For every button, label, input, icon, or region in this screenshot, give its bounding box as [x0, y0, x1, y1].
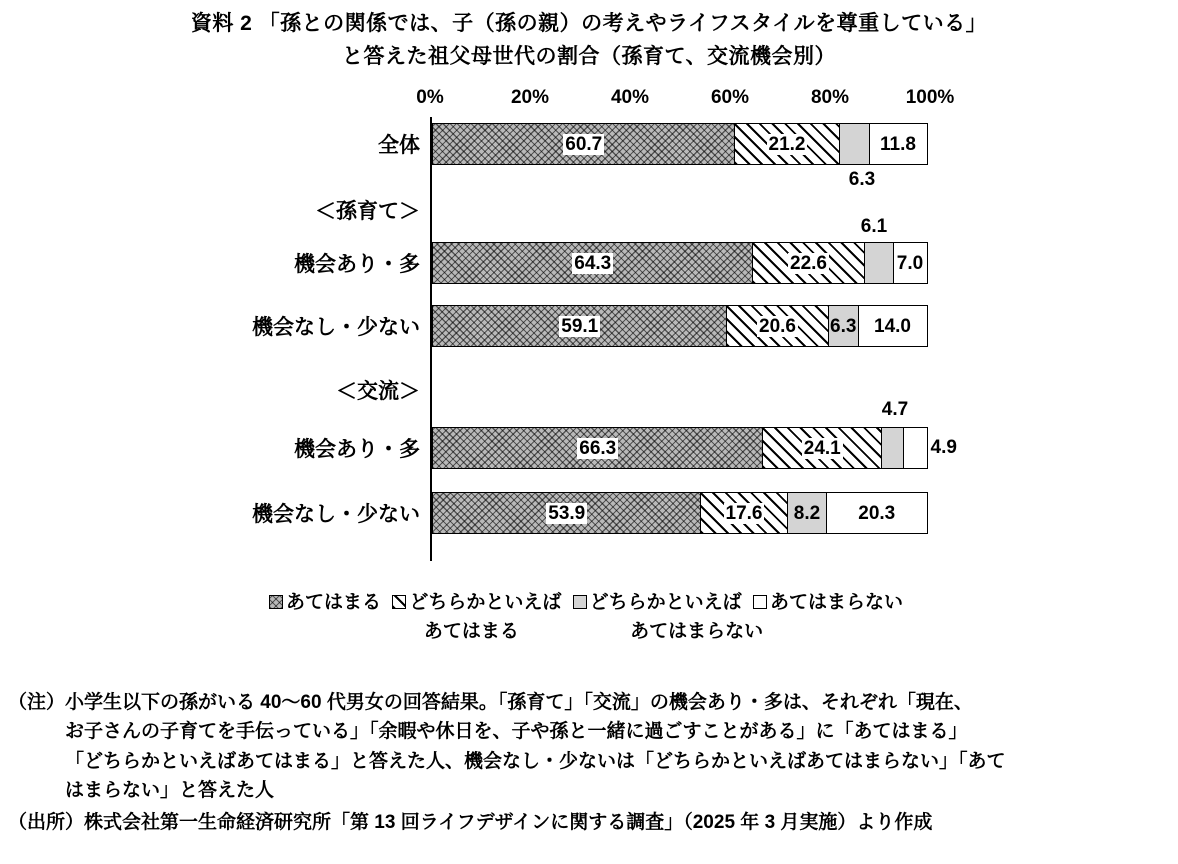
- chart-row-interaction-few: [252, 492, 932, 534]
- x-tick-60: 60%: [710, 87, 750, 109]
- legend-sublabel-somewhat-not-applies: あてはまらない: [630, 621, 764, 643]
- x-tick-100: 100%: [905, 87, 955, 109]
- stacked-bar-care-few: [432, 305, 932, 347]
- note-line-3: 「どちらかといえばあてはまる」と答えた人、機会なし・少ないは「どちらかといえばあてはまらない」「あて: [65, 750, 1006, 772]
- segment-interaction-many-somewhat-applies: [762, 427, 883, 469]
- segment-value: 17.6: [725, 502, 763, 524]
- stacked-bar-care-many: [432, 242, 932, 284]
- legend-label: どちらかといえば: [409, 592, 562, 614]
- segment-care-many-somewhat-not: [864, 242, 895, 284]
- page-title-line-1: 資料 2 「孫との関係では、子（孫の親）の考えやライフスタイルを尊重している」: [190, 12, 988, 35]
- segment-interaction-few-not-applies: [826, 492, 928, 534]
- chart-area: [0, 87, 1178, 643]
- segment-overall-somewhat-applies: [734, 123, 840, 165]
- segment-value: 59.1: [561, 315, 599, 337]
- x-tick-80: 80%: [810, 87, 850, 109]
- source-text-wrap: [84, 808, 1170, 837]
- segment-value: 24.1: [803, 437, 841, 459]
- section-label-interaction: ＜交流＞: [336, 380, 420, 404]
- segment-value: 7.0: [896, 252, 924, 274]
- legend-swatch-diagonal-hatch-icon: [392, 595, 406, 609]
- segment-value: 53.9: [548, 502, 586, 524]
- segment-value: 21.2: [768, 133, 806, 155]
- segment-care-many-not-applies: [893, 242, 928, 284]
- segment-interaction-few-somewhat-applies: [700, 492, 788, 534]
- segment-value: 4.9: [930, 437, 957, 459]
- segment-value: 60.7: [565, 133, 603, 155]
- segment-interaction-many-applies: [432, 427, 764, 469]
- source-block: [8, 808, 1170, 837]
- x-axis-tick-labels: [0, 87, 1178, 111]
- x-tick-20: 20%: [510, 87, 550, 109]
- segment-overall-applies: [432, 123, 736, 165]
- chart-section-grandchild-care: [315, 189, 932, 231]
- segment-value: 20.3: [858, 502, 896, 524]
- segment-value: 14.0: [874, 315, 911, 337]
- legend-sublabel-somewhat-applies: あてはまる: [423, 621, 519, 643]
- source-line: 株式会社第一生命経済研究所「第 13 回ライフデザインに関する調査」（2025 年 3 月実施）より作成: [84, 811, 933, 833]
- segment-care-few-somewhat-not: [828, 305, 860, 347]
- note-line-1: 小学生以下の孫がいる 40〜60 代男女の回答結果。「孫育て」「交流」の機会あり・多は、それぞれ「現在、: [65, 692, 973, 713]
- segment-value: 6.3: [830, 315, 857, 337]
- legend-item-somewhat-applies: [392, 587, 561, 614]
- x-tick-40: 40%: [610, 87, 650, 109]
- segment-care-few-somewhat-applies: [726, 305, 829, 347]
- legend-label: どちらかといえば: [589, 592, 742, 614]
- row-label-care-few: 機会なし・少ない: [252, 316, 420, 340]
- segment-overall-not-applies: [869, 123, 928, 165]
- segment-care-few-not-applies: [858, 305, 928, 347]
- chart-row-overall: [378, 123, 932, 191]
- note-line-2: お子さんの子育てを手伝っている」「余暇や休日を、子や孫と一緒に過ごすことがある」に「あてはまる」: [65, 721, 968, 743]
- segment-care-many-somewhat-applies: [752, 242, 865, 284]
- segment-value: 20.6: [759, 315, 796, 337]
- chart-row-interaction-many: [294, 399, 957, 469]
- legend-item-somewhat-not-applies: [573, 587, 742, 614]
- segment-value: 8.2: [793, 502, 821, 524]
- segment-interaction-few-somewhat-not: [787, 492, 828, 534]
- row-label-care-many: 機会あり・多: [294, 253, 420, 277]
- page-title-line-2: と答えた祖父母世代の割合（孫育て、交流機会別）: [341, 44, 837, 68]
- segment-overall-somewhat-not: [839, 123, 871, 165]
- segment-value: 11.8: [880, 133, 916, 155]
- plot-region: [252, 117, 957, 561]
- note-block: [8, 688, 1170, 806]
- callout-overall-gray: 6.3: [848, 169, 876, 191]
- chart-row-care-few: [252, 305, 932, 347]
- row-label-overall: 全体: [378, 134, 420, 158]
- note-marker: （注）: [8, 692, 66, 713]
- legend-swatch-cross-hatch-icon: [269, 595, 283, 609]
- segment-value: 64.3: [574, 252, 612, 274]
- stacked-bar-interaction-many: [432, 427, 957, 469]
- segment-interaction-few-applies: [432, 492, 702, 534]
- legend-label: あてはまらない: [769, 592, 903, 614]
- stacked-bar-interaction-few: [432, 492, 932, 534]
- segment-interaction-many-somewhat-not: [881, 427, 905, 469]
- section-label-grandchild-care: ＜孫育て＞: [315, 200, 420, 224]
- x-tick-0: 0%: [416, 87, 444, 109]
- legend-label: あてはまる: [286, 592, 382, 614]
- segment-interaction-many-not-applies: [903, 427, 957, 469]
- legend-row-secondary: [0, 616, 1178, 643]
- chart-title-block: [0, 0, 1178, 73]
- source-marker: （出所）: [8, 811, 85, 833]
- callout-care-many-gray: 6.1: [860, 216, 888, 238]
- segment-care-many-applies: [432, 242, 754, 284]
- legend-item-applies: [269, 587, 381, 614]
- segment-value: 22.6: [790, 252, 827, 274]
- legend-item-not-applies: [753, 587, 903, 614]
- chart-legend: [0, 587, 1178, 643]
- chart-row-care-many: [294, 216, 932, 284]
- callout-interaction-many-gray: 4.7: [881, 399, 909, 421]
- note-text: [65, 688, 1170, 806]
- stacked-bar-overall: [432, 123, 932, 165]
- row-label-interaction-many: 機会あり・多: [294, 438, 420, 462]
- chart-notes: [8, 688, 1170, 839]
- row-label-interaction-few: 機会なし・少ない: [252, 503, 420, 527]
- segment-care-few-applies: [432, 305, 728, 347]
- legend-swatch-white-icon: [753, 595, 767, 609]
- note-line-4: はまらない」と答えた人: [65, 780, 275, 802]
- chart-section-interaction: [336, 369, 932, 411]
- segment-value: 66.3: [579, 437, 617, 459]
- legend-swatch-gray-icon: [573, 595, 587, 609]
- legend-row-primary: [0, 587, 1178, 614]
